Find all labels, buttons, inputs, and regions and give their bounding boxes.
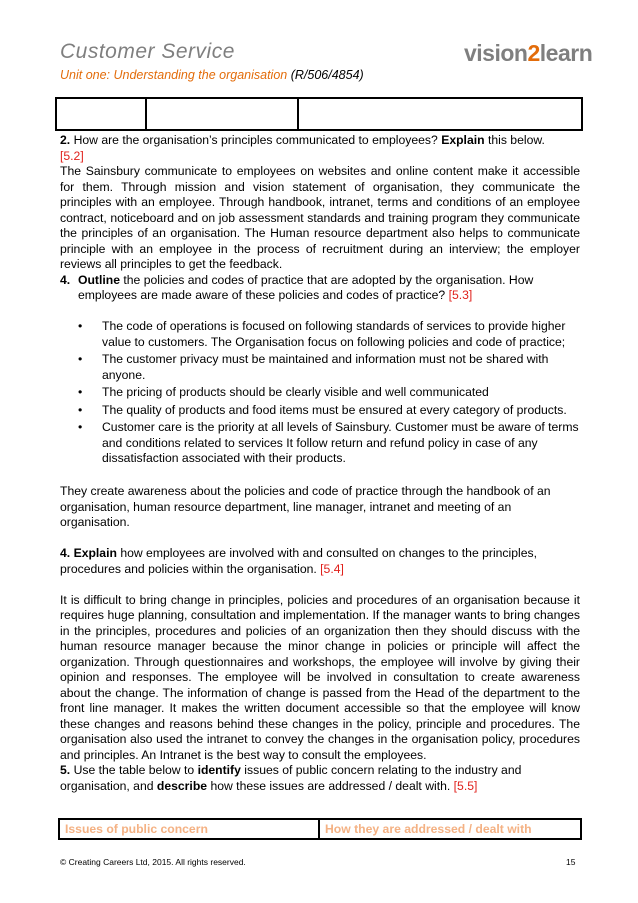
table-cell bbox=[56, 98, 146, 130]
document-body bbox=[60, 133, 580, 794]
question-4-explain bbox=[60, 546, 580, 577]
continuation-table bbox=[55, 97, 583, 131]
question-keyword: Outline bbox=[78, 272, 120, 287]
question-text-tail: this below. bbox=[487, 133, 545, 147]
question-text: Use the table below to bbox=[73, 763, 195, 777]
criteria-ref: [5.3] bbox=[448, 288, 473, 302]
question-5 bbox=[60, 763, 580, 794]
criteria-ref: [5.4] bbox=[320, 561, 344, 576]
table-cell bbox=[298, 98, 582, 130]
list-item: • The customer privacy must be maintained and information must not be shared with anyone. bbox=[78, 352, 580, 383]
vision2learn-logo bbox=[464, 40, 592, 67]
question-keyword: describe bbox=[156, 778, 208, 793]
policy-list bbox=[60, 319, 580, 467]
answer-4: It is difficult to bring change in principles, policies and procedures of an organisation because it requires huge planning, consultation and implementation. If the manager wants to bring changes in the principles, procedures and policies of an organization then they should discuss with the human resource manager because the minor change in policies or principle will affect the organization. Through questionnaires and workshops, the employee will involve by giving their opinion and responses. The employee will be involved in consultation to create awareness about the change. The information of change is passed from the Head of the department to the front line manager. It makes the written document accessible so that the employee will know these changes and reasons behind these changes in the policy, principle and procedures. The organisation also used the intranet to convey the changes in the organisation policy, procedures and principles. An Intranet is the best way to consult the employees. bbox=[60, 592, 580, 762]
question-4-outline bbox=[60, 273, 580, 304]
question-keyword: Explain bbox=[441, 133, 485, 147]
answer-2: The Sainsbury communicate to employees on websites and online content make it accessible for them. Through mission and vision statement of organisation, they communicate the principles with an employee. Through handbook, intranet, terms and conditions of an employee contract, noticeboard and on job assessment standards and training program they communicate the principles of an organisation. The Human resource department also helps to communicate principle with an employee in the process of recruitment during an interview; the employer reviews all principles to get the feedback. bbox=[60, 164, 580, 271]
list-item: • The quality of products and food items must be ensured at every category of products. bbox=[78, 403, 580, 419]
table-cell bbox=[146, 98, 298, 130]
question-2 bbox=[60, 133, 580, 149]
question-text: How are the organisation’s principles communicated to employees? bbox=[73, 133, 438, 147]
logo-part-learn: learn bbox=[539, 40, 593, 66]
question-keyword: identify bbox=[197, 763, 241, 777]
copyright-footer: © Creating Careers Ltd, 2015. All rights reserved. bbox=[60, 857, 246, 867]
logo-part-vision: vision bbox=[464, 40, 528, 66]
question-number: 5. bbox=[60, 763, 71, 777]
list-item: • The code of operations is focused on following standards of services to provide higher value to customers. The Organisation focus on following policies and code of practice; bbox=[78, 319, 580, 350]
column-header-addressed: How they are addressed / dealt with bbox=[319, 819, 581, 839]
question-number: 4. bbox=[60, 546, 71, 560]
question-number: 2. bbox=[60, 133, 71, 147]
list-item: • Customer care is the priority at all levels of Sainsbury. Customer must be aware of terms and conditions related to services It follow return and refund policy in case of any dissatisfaction associated with their products. bbox=[78, 420, 580, 467]
criteria-ref: [5.2] bbox=[60, 148, 84, 163]
awareness-summary: They create awareness about the policies and code of practice through the handbook of an organisation, human resource department, line manager, intranet and meeting of an organisation. bbox=[60, 484, 551, 529]
question-text: issues of public concern relating to the industry and organisation, and bbox=[60, 763, 522, 793]
question-number: 4. bbox=[60, 272, 71, 287]
page-number: 15 bbox=[566, 857, 576, 867]
unit-code: (R/506/4854) bbox=[290, 68, 364, 82]
question-text: how these issues are addressed / dealt with. bbox=[210, 778, 451, 793]
column-header-issues: Issues of public concern bbox=[59, 819, 319, 839]
document-title: Customer Service bbox=[60, 40, 235, 63]
unit-subtitle bbox=[60, 68, 364, 82]
logo-part-two: 2 bbox=[527, 40, 540, 66]
question-text: how employees are involved with and consulted on changes to the principles, procedures and policies within the organisation. bbox=[60, 546, 537, 576]
list-item: • The pricing of products should be clearly visible and well communicated bbox=[78, 385, 580, 401]
question-text: the policies and codes of practice that are adopted by the organisation. How employees are made aware of these policies and codes of practice? bbox=[78, 272, 534, 302]
criteria-ref: [5.5] bbox=[453, 778, 478, 793]
question-keyword: Explain bbox=[73, 546, 117, 560]
public-concern-table bbox=[58, 818, 582, 840]
unit-name: Unit one: Understanding the organisation bbox=[60, 68, 288, 82]
